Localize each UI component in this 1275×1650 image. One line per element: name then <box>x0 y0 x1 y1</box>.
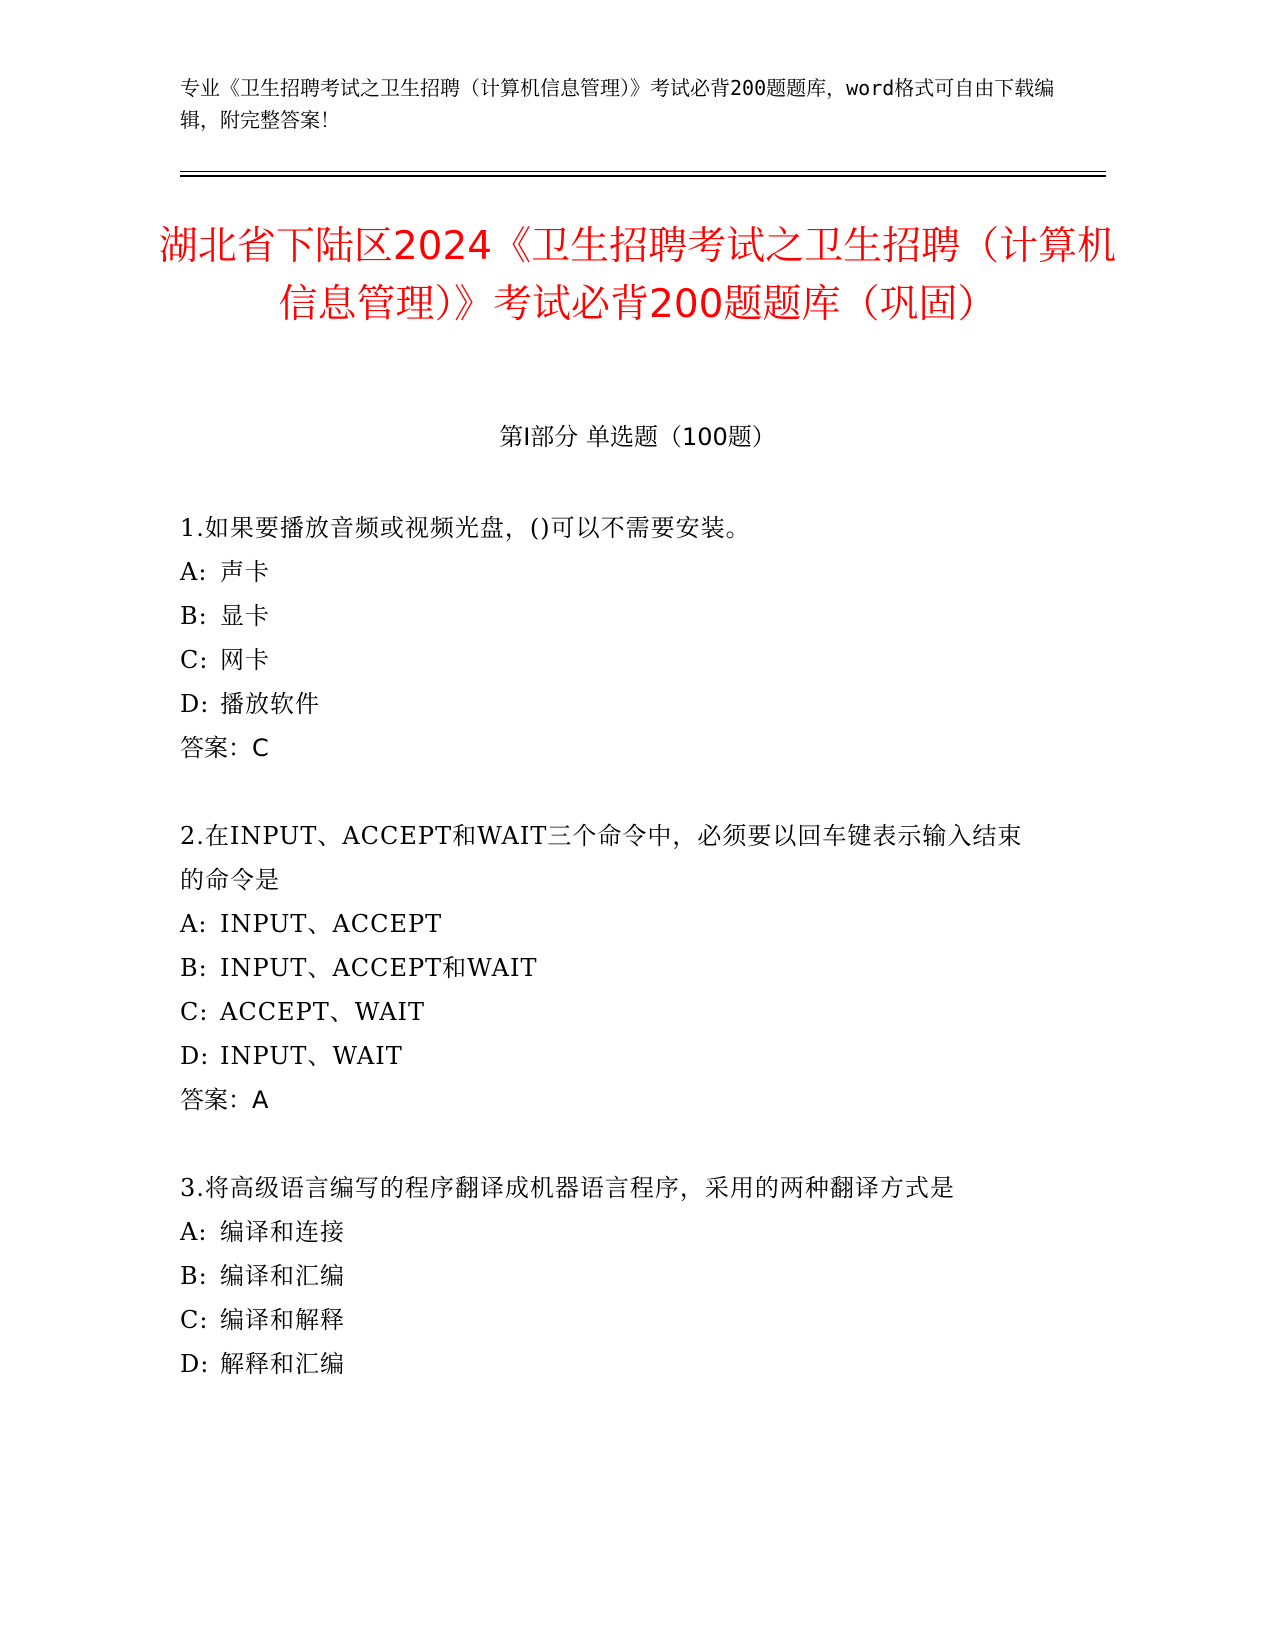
option-b <box>180 946 1040 990</box>
option-text: 编译和汇编 <box>220 1262 345 1290</box>
option-text: 编译和连接 <box>220 1218 345 1246</box>
option-letter: D: <box>180 1350 210 1378</box>
option-text: 显卡 <box>220 602 270 630</box>
option-text: 声卡 <box>220 558 270 586</box>
option-d <box>180 1034 1040 1078</box>
option-c <box>180 638 1040 682</box>
answer-line: 答案：A <box>180 1086 269 1114</box>
option-letter: D: <box>180 690 210 718</box>
option-letter: A: <box>180 558 208 586</box>
document-title: 湖北省下陆区2024《卫生招聘考试之卫生招聘（计算机信息管理）》考试必背200题题库（巩固） <box>158 224 1117 327</box>
option-letter: C: <box>180 1306 209 1334</box>
option-b <box>180 594 1040 638</box>
option-b <box>180 1254 1040 1298</box>
option-c <box>180 990 1040 1034</box>
option-text: 解释和汇编 <box>220 1350 345 1378</box>
header-divider-thick <box>180 175 1106 177</box>
option-d <box>180 1342 1040 1386</box>
option-letter: C: <box>180 998 209 1026</box>
option-letter: D: <box>180 1042 210 1070</box>
option-letter: B: <box>180 602 208 630</box>
option-letter: B: <box>180 954 208 982</box>
question-item <box>180 1166 1040 1386</box>
question-list <box>180 506 1040 1430</box>
answer-line: 答案：C <box>180 734 269 762</box>
option-c <box>180 1298 1040 1342</box>
option-a <box>180 1210 1040 1254</box>
header-divider-thin <box>180 171 1106 172</box>
option-text: 网卡 <box>220 646 270 674</box>
option-letter: A: <box>180 1218 208 1246</box>
header-note: 专业《卫生招聘考试之卫生招聘（计算机信息管理）》考试必背200题题库，word格式可自由下载编辑，附完整答案！ <box>180 76 1055 132</box>
option-text: 播放软件 <box>220 690 320 718</box>
question-stem: 1.如果要播放音频或视频光盘，()可以不需要安装。 <box>180 514 751 542</box>
question-stem: 2.在INPUT、ACCEPT和WAIT三个命令中，必须要以回车键表示输入结束的命令是 <box>180 822 1023 894</box>
question-item <box>180 814 1040 1122</box>
option-letter: C: <box>180 646 209 674</box>
option-letter: A: <box>180 910 208 938</box>
option-text: INPUT、ACCEPT和WAIT <box>220 954 538 982</box>
option-letter: B: <box>180 1262 208 1290</box>
question-stem: 3.将高级语言编写的程序翻译成机器语言程序，采用的两种翻译方式是 <box>180 1174 955 1202</box>
option-text: INPUT、ACCEPT <box>220 910 443 938</box>
section-title: 第I部分 单选题（100题） <box>499 423 776 451</box>
option-text: INPUT、WAIT <box>220 1042 403 1070</box>
option-a <box>180 550 1040 594</box>
option-text: 编译和解释 <box>220 1306 345 1334</box>
option-d <box>180 682 1040 726</box>
option-text: ACCEPT、WAIT <box>220 998 426 1026</box>
question-item <box>180 506 1040 770</box>
option-a <box>180 902 1040 946</box>
